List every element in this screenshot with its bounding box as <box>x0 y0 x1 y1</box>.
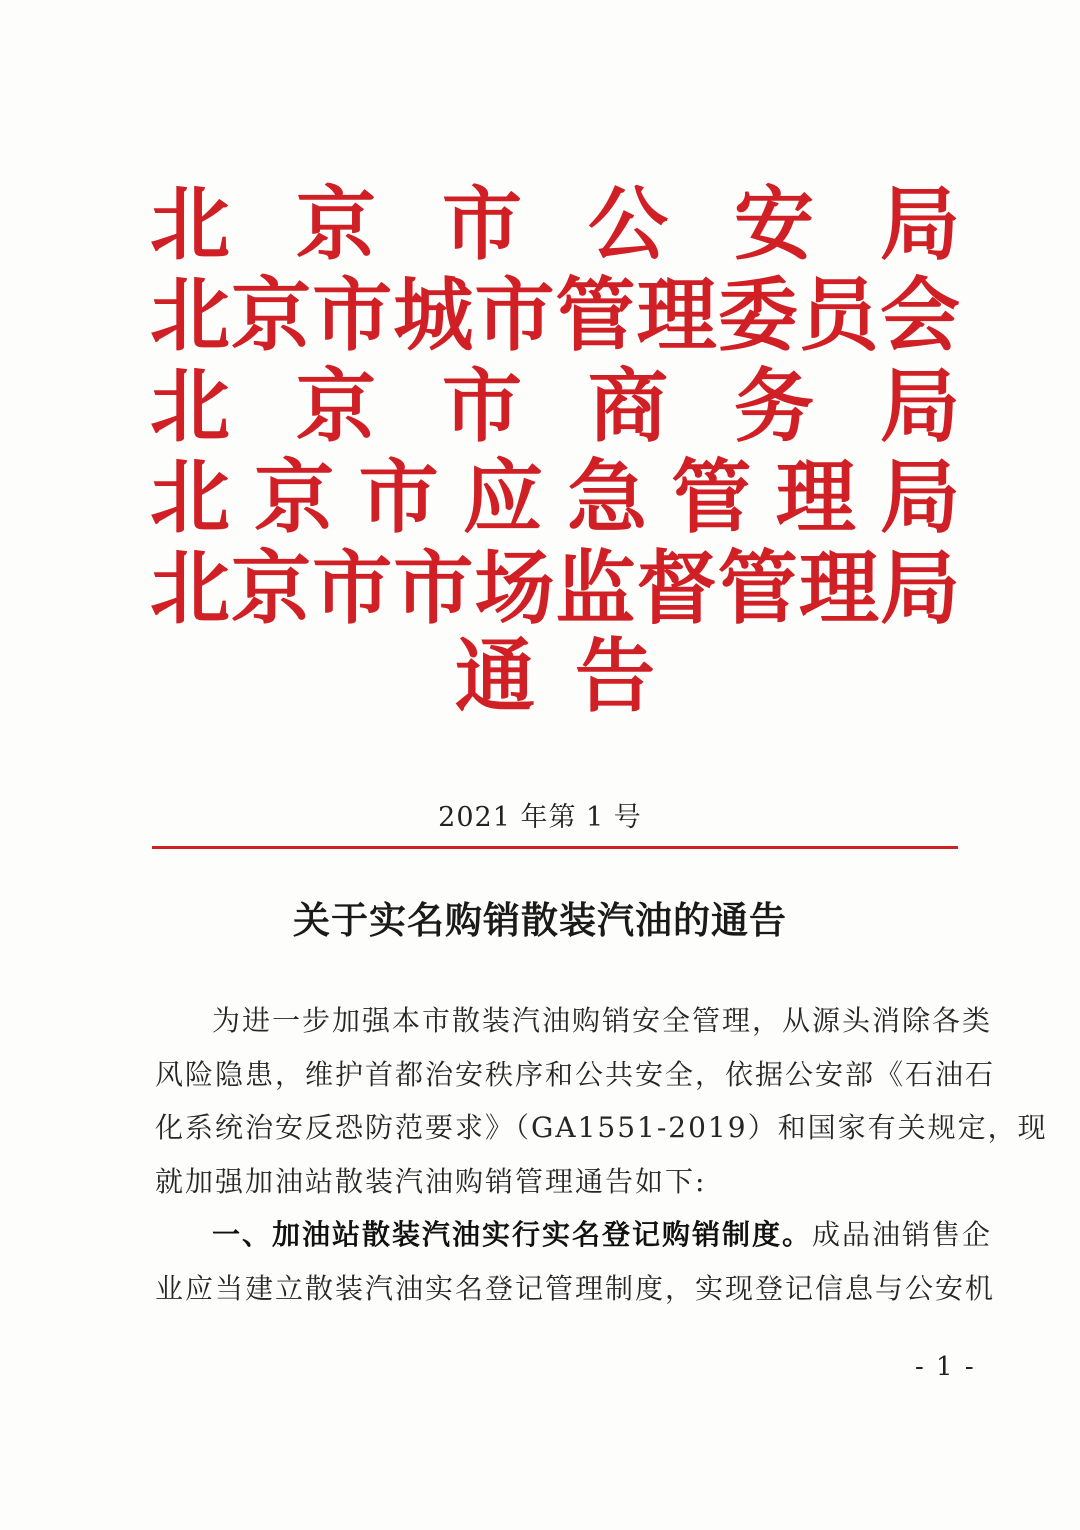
masthead-char: 管 <box>717 540 798 635</box>
masthead-char: 管 <box>555 267 636 362</box>
masthead-char: 局 <box>880 358 960 453</box>
masthead-char: 急 <box>567 449 648 544</box>
masthead-char: 城 <box>393 267 474 362</box>
body-line: 就加强加油站散装汽油购销管理通告如下: <box>155 1164 707 1198</box>
masthead-char: 北 <box>150 176 230 271</box>
masthead-char: 局 <box>879 449 960 544</box>
body-line: 风险隐患，维护首都治安秩序和公共安全，依据公安部《石油石 <box>155 1057 996 1091</box>
masthead-char: 京 <box>254 449 335 544</box>
masthead-char: 会 <box>879 267 960 362</box>
masthead-char: 局 <box>880 176 960 271</box>
masthead-char: 督 <box>636 540 717 635</box>
masthead-char: 监 <box>555 540 636 635</box>
masthead-char: 商 <box>588 358 668 453</box>
masthead-char: 市 <box>393 540 474 635</box>
masthead-char: 市 <box>474 267 555 362</box>
item-1-heading: 一、加油站散装汽油实行实名登记购销制度。 <box>212 1218 813 1251</box>
masthead-char: 市 <box>442 176 522 271</box>
masthead-row-commerce <box>150 360 960 451</box>
masthead-char: 市 <box>442 358 522 453</box>
notice-char: 通 <box>455 629 535 723</box>
document-body <box>155 994 1048 1315</box>
masthead-char: 北 <box>150 540 230 635</box>
page-number: - 1 - <box>915 1352 976 1382</box>
masthead-row-urban-management <box>150 269 960 360</box>
masthead-char: 北 <box>150 358 230 453</box>
body-line: 化系统治安反恐防范要求》（GA1551-2019）和国家有关规定，现 <box>155 1111 1048 1144</box>
masthead-char: 市 <box>312 267 393 362</box>
document-title: 关于实名购销散装汽油的通告 <box>293 898 787 942</box>
body-item-1-line <box>155 1208 993 1262</box>
masthead-char: 局 <box>879 540 960 635</box>
body-line: 为进一步加强本市散装汽油购销安全管理，从源头消除各类 <box>212 1004 993 1037</box>
masthead-char: 务 <box>734 358 814 453</box>
masthead-char: 场 <box>474 540 555 635</box>
masthead-row-market-regulation <box>150 542 960 633</box>
masthead-char: 安 <box>734 176 814 271</box>
masthead-char: 北 <box>150 267 230 362</box>
document-number: 2021 年第 1 号 <box>438 802 642 833</box>
masthead-char: 京 <box>296 176 376 271</box>
notice-heading <box>455 629 655 723</box>
body-line: 业应当建立散装汽油实名登记管理制度，实现登记信息与公安机 <box>155 1271 996 1305</box>
masthead-char: 理 <box>798 540 879 635</box>
masthead <box>150 178 960 633</box>
item-1-text: 成品油销售企 <box>812 1218 993 1251</box>
masthead-row-emergency <box>150 451 960 542</box>
masthead-char: 管 <box>671 449 752 544</box>
masthead-char: 理 <box>775 449 856 544</box>
masthead-char: 京 <box>231 540 312 635</box>
masthead-char: 员 <box>798 267 879 362</box>
masthead-char: 市 <box>358 449 439 544</box>
masthead-char: 公 <box>588 176 668 271</box>
masthead-char: 市 <box>312 540 393 635</box>
masthead-char: 委 <box>717 267 798 362</box>
masthead-char: 应 <box>462 449 543 544</box>
notice-char: 告 <box>575 629 655 723</box>
masthead-char: 北 <box>150 449 230 544</box>
masthead-char: 京 <box>296 358 376 453</box>
red-divider <box>152 846 958 849</box>
masthead-char: 京 <box>231 267 312 362</box>
masthead-char: 理 <box>636 267 717 362</box>
masthead-row-public-security <box>150 178 960 269</box>
